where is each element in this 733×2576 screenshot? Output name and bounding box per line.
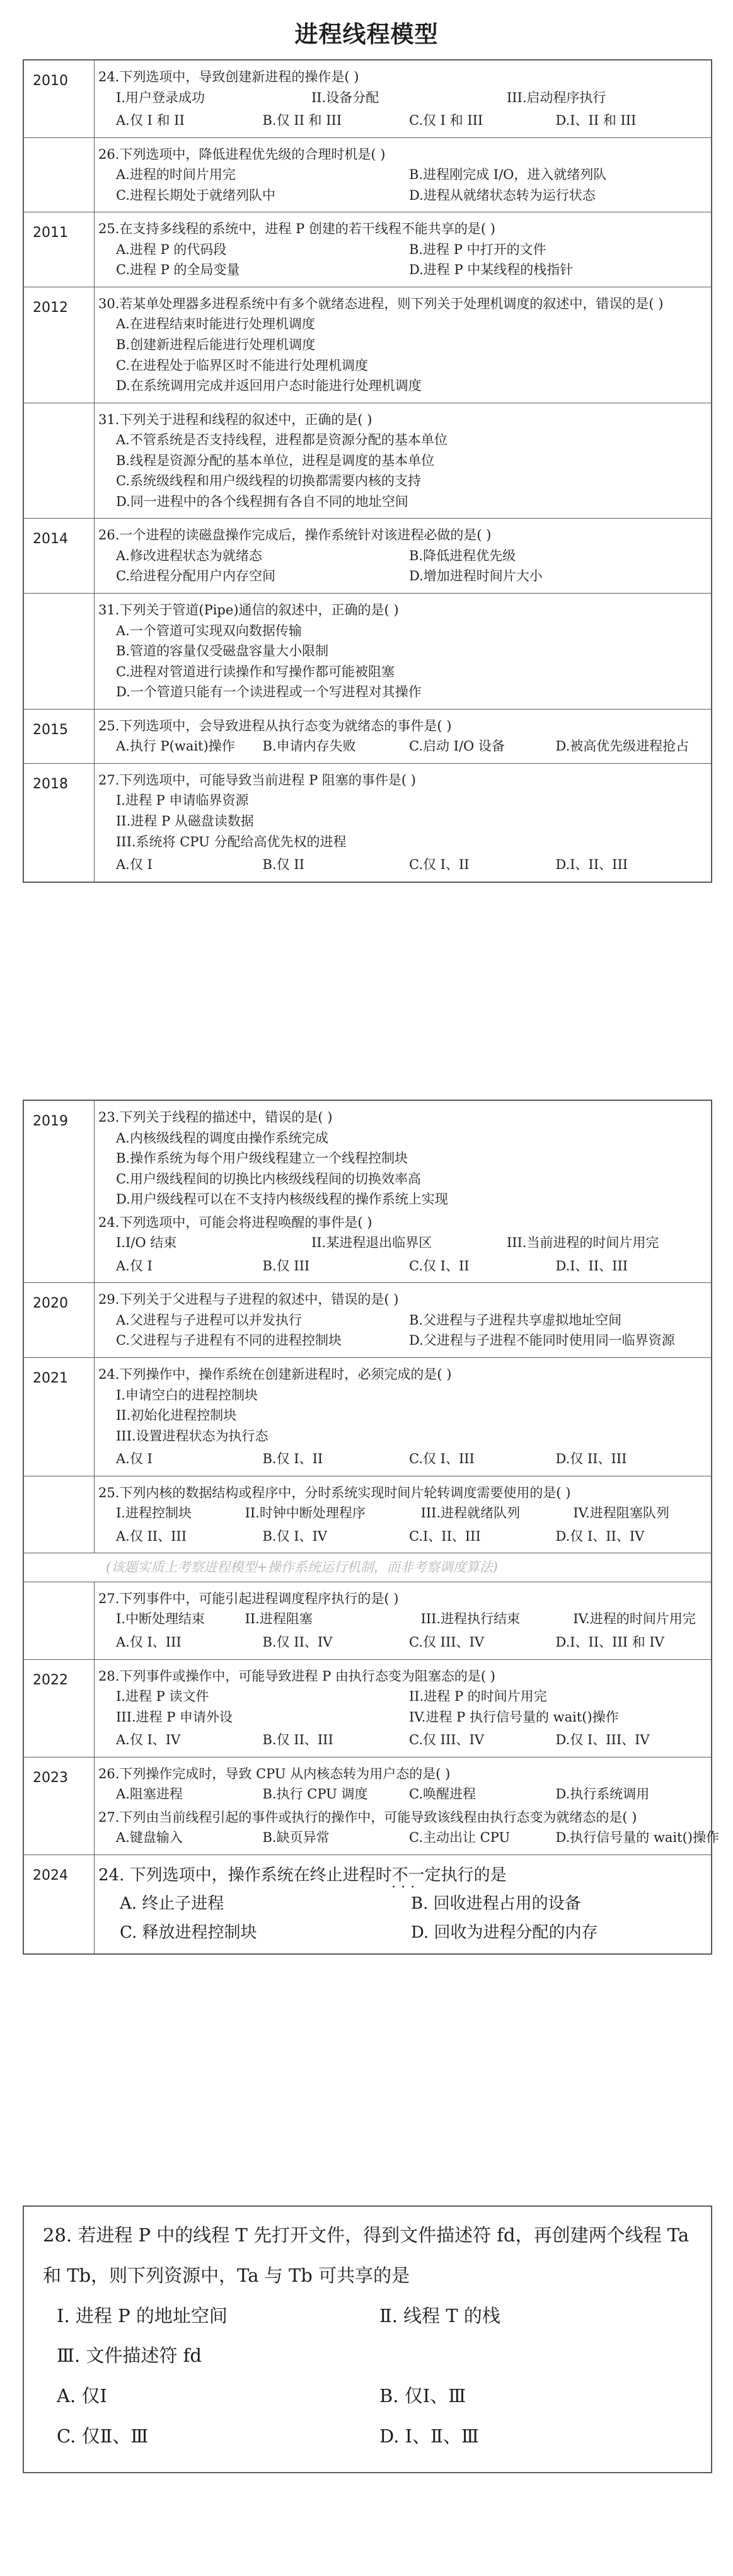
question [95,1526,702,1547]
option: A.父进程与子进程可以并发执行 [116,1312,302,1328]
table-row [24,1357,711,1476]
statement: Ⅱ. 线程 T 的栈 [379,2304,500,2326]
option: D.父进程与子进程不能同时使用同一临界资源 [409,1333,675,1348]
question-stem: 27.下列选项中，可能导致当前进程 P 阻塞的事件是( ) [98,772,416,788]
question-cell [95,1476,711,1553]
question [95,770,702,852]
option: C.仅 III、IV [409,1732,485,1748]
question-stem: 25.在支持多线程的系统中，进程 P 创建的若干线程不能共享的是( ) [98,221,495,237]
question [95,1730,702,1751]
question-cell [95,403,711,519]
question-stem: 28.下列事件或操作中，可能导致进程 P 由执行态变为阻塞态的是( ) [98,1668,495,1684]
question-cell [95,1757,719,1854]
option: IV.进程 P 执行信号量的 wait()操作 [409,1709,619,1725]
table-row [24,60,711,137]
option-list [95,1503,702,1524]
table-row [24,212,711,287]
question-stem: 27.下列事件中，可能引起进程调度程序执行的是( ) [98,1590,399,1606]
question-stem: 29.下列关于父进程与子进程的叙述中，错误的是( ) [98,1292,399,1308]
option-list [95,1609,702,1630]
option: C.仅 I 和 III [409,113,483,129]
option: A.进程的时间片用完 [116,167,236,183]
year-cell: 2015 [24,710,95,763]
option-list [95,1632,702,1653]
option-list [95,1233,702,1253]
option: A.仅 I、IV [116,1732,181,1748]
option-list [95,164,702,205]
option-list [95,621,702,703]
question [95,1589,702,1630]
year-cell: 2014 [24,519,95,593]
option-list [95,854,702,875]
question-cell [95,710,711,763]
table-row [24,1476,711,1553]
stem-part: 执行的是 [441,1865,507,1885]
question-cell [95,60,711,137]
option: IV.进程阻塞队列 [573,1505,669,1521]
option: C.仅 I、II [409,1258,470,1274]
question-cell [95,1582,711,1659]
question-cell [95,1660,711,1757]
option: A. 仅Ⅰ [57,2385,107,2407]
option: A.一个管道可实现双向数据传输 [116,623,302,638]
option: A.阻塞进程 [116,1786,183,1802]
option: II.进程 P 从磁盘读数据 [116,813,254,829]
option: A. 终止子进程 [120,1894,224,1914]
option: III.设置进程状态为执行态 [116,1428,268,1444]
year-cell: 2024 [24,1855,95,1954]
year-cell: 2019 [24,1101,95,1282]
option: C.主动出让 CPU [409,1830,511,1846]
option: B. 仅Ⅰ、Ⅲ [379,2385,466,2407]
stem-part: 24. 下列选项中，操作系统在终止进程时 [98,1865,392,1885]
option: D. 回收为进程分配的内存 [411,1923,598,1942]
option: C.进程 P 的全局变量 [116,262,240,278]
option-list [95,1310,702,1351]
option: B.执行 CPU 调度 [262,1786,368,1802]
question-stem: 24.下列选项中，导致创建新进程的操作是( ) [98,69,359,84]
option: B.创建新进程后能进行处理机调度 [116,337,316,353]
option-list [95,736,702,757]
question [95,1632,702,1653]
question [95,716,702,757]
option: A.仅 I、III [116,1635,182,1650]
option: D. Ⅰ、Ⅱ、Ⅲ [379,2425,479,2447]
question-stem: 31.下列关于进程和线程的叙述中，正确的是( ) [98,411,372,427]
question [95,1483,702,1524]
option: D.执行信号量的 wait()操作 [555,1830,719,1846]
question-cell [95,212,711,287]
question-stem: 25.下列内核的数据结构或程序中，分时系统实现时间片轮转调度需要使用的是( ) [98,1485,571,1500]
option: B.仅 II、III [262,1732,333,1748]
option: B.父进程与子进程共享虚拟地址空间 [409,1312,622,1328]
question-stem: 28. 若进程 P 中的线程 T 先打开文件，得到文件描述符 fd，再创建两个线程 Ta 和 Tb，则下列资源中，Ta 与 Tb 可共享的是 [43,2224,690,2286]
option-list [95,1784,702,1805]
question [95,1289,702,1351]
question [95,410,702,512]
option: C. 仅Ⅱ、Ⅲ [57,2425,149,2447]
question [95,1764,702,1805]
year-cell: 2012 [24,287,95,403]
year-cell: 2023 [24,1757,95,1854]
question [95,1107,702,1210]
annotation-note: (该题实质上考察进程模型+操作系统运行机制，而非考察调度算法) [24,1553,711,1582]
question-28 [24,2207,711,2472]
table-row [24,1757,719,1854]
option-list [95,1730,702,1751]
table-row [24,518,711,593]
question-stem: 24.下列选项中，可能会将进程唤醒的事件是( ) [98,1214,372,1230]
option: B.仅 I、II [262,1451,323,1467]
option: B.仅 I、IV [262,1528,328,1544]
option: D.I、II 和 III [555,113,637,129]
option: A.进程 P 的代码段 [116,241,227,257]
option: C.仅 I、II [409,857,470,873]
option-list [95,1526,702,1547]
question-stem: 23.下列关于线程的描述中，错误的是( ) [98,1110,333,1125]
option: I.进程控制块 [116,1505,192,1521]
question-stem: 26.下列选项中，降低进程优先级的合理时机是( ) [98,146,386,162]
option-list [95,314,702,396]
option-list [95,546,702,587]
table-row [24,1854,711,1954]
year-cell [24,138,95,212]
year-cell: 2020 [24,1283,95,1357]
option: B.仅 III [262,1258,310,1274]
option: D.I、II、III 和 IV [555,1635,664,1650]
question [95,1364,702,1446]
year-cell: 2021 [24,1358,95,1476]
table-row [24,1282,711,1357]
option: II.设备分配 [311,89,379,105]
option: D.仅 I、II、IV [555,1528,645,1544]
option: B.管道的容量仅受磁盘容量大小限制 [116,643,329,659]
option: III.启动程序执行 [506,89,606,105]
option: II.进程阻塞 [245,1611,313,1627]
option: D.仅 II、III [555,1451,627,1467]
option: II.某进程退出临界区 [311,1235,432,1251]
statement: Ⅲ. 文件描述符 fd [57,2345,202,2367]
option: A.在进程结束时能进行处理机调度 [116,316,315,332]
question-stem: 31.下列关于管道(Pipe)通信的叙述中，正确的是( ) [98,602,399,618]
option: II.进程 P 的时间片用完 [409,1689,547,1705]
option: II.时钟中断处理程序 [245,1505,366,1521]
option: B.仅 II、IV [262,1635,333,1650]
year-cell: 2022 [24,1660,95,1757]
year-cell [24,403,95,519]
option: A.仅 I [116,1451,153,1467]
option: D.一个管道只能有一个读进程或一个写进程对其操作 [116,684,422,700]
option-list [95,110,702,131]
option: A.键盘输入 [116,1830,183,1846]
option: I.中断处理结束 [116,1611,205,1627]
option: III.当前进程的时间片用完 [506,1235,659,1251]
option-list [95,239,702,280]
option-list [95,790,702,852]
option: C.仅 I、III [409,1451,475,1467]
option-list [43,2376,702,2457]
question-cell [95,138,711,212]
option-list [95,1385,702,1447]
question-stem: 26.下列操作完成时，导致 CPU 从内核态转为用户态的是( ) [98,1766,451,1781]
question [95,1666,702,1728]
question-table-2 [23,1100,719,1955]
statement: Ⅰ. 进程 P 的地址空间 [57,2304,228,2326]
option: I.进程 P 读文件 [116,1689,209,1705]
option: B.进程 P 中打开的文件 [409,241,546,257]
option: C.仅 III、IV [409,1635,485,1650]
question [95,600,702,703]
option: D.被高优先级进程抢占 [555,739,690,754]
option: D.同一进程中的各个线程拥有各自不同的地址空间 [116,493,408,509]
table-row [24,287,711,403]
option: B.操作系统为每个用户级线程建立一个线程控制块 [116,1151,408,1166]
question-cell [95,764,711,882]
question-cell [95,519,711,593]
option: D.用户级线程可以在不支持内核级线程的操作系统上实现 [116,1192,448,1207]
option: B.缺页异常 [262,1830,330,1846]
question [95,294,702,396]
question-stem: 24.下列操作中，操作系统在创建新进程时，必须完成的是( ) [98,1367,452,1383]
option: D.进程从就绪状态转为运行状态 [409,187,596,203]
option-list [95,1686,702,1727]
year-cell [24,1582,95,1659]
option: I.I/O 结束 [116,1235,177,1251]
table-row [24,1101,711,1282]
option: A.仅 I 和 II [116,113,185,129]
option: C.用户级线程间的切换比内核级线程间的切换效率高 [116,1171,421,1187]
table-row [24,763,711,882]
option: A.仅 I [116,857,153,873]
question-cell [95,1283,711,1357]
option: D.I、II、III [555,857,628,873]
option: D.执行系统调用 [555,1786,650,1802]
question [95,854,702,875]
year-cell [24,594,95,709]
option: III.进程就绪队列 [420,1505,521,1521]
option: A.内核级线程的调度由操作系统完成 [116,1130,328,1146]
table-row [24,593,711,709]
option: B.仅 II 和 III [262,113,342,129]
option-list [95,1128,702,1210]
question [95,525,702,587]
table-row [24,709,711,763]
option: D.增加进程时间片大小 [409,568,543,584]
question [95,219,702,280]
option: III.进程执行结束 [420,1611,521,1627]
option: C.进程长期处于就绪列队中 [116,187,275,203]
option: C.启动 I/O 设备 [409,739,505,754]
question-cell [95,594,711,709]
option: I.用户登录成功 [116,89,205,105]
question [95,1212,702,1253]
year-cell: 2018 [24,764,95,882]
option: B.申请内存失败 [262,739,356,754]
option-list [95,1449,702,1469]
option-list [95,430,702,512]
option: III.进程 P 申请外设 [116,1709,233,1725]
question-table-3 [23,2205,712,2473]
option: A.仅 I [116,1258,153,1274]
option: C.唤醒进程 [409,1786,476,1802]
question-24-2024 [95,1855,711,1954]
year-cell [24,1476,95,1553]
option: III.系统将 CPU 分配给高优先权的进程 [116,834,347,849]
question-cell [95,1101,711,1282]
option-list [95,1256,702,1277]
question-stem: 27.下列由当前线程引起的事件或执行的操作中，可能导致该线程由执行态变为就绪态的是( ) [98,1809,637,1825]
question [95,1256,702,1277]
option: C.进程对管道进行读操作和写操作都可能被阻塞 [116,664,395,679]
table-row [24,137,711,212]
question [95,1449,702,1469]
table-row [24,403,711,519]
table-row [24,1659,711,1757]
emphasized-text: 不一定 • • • [392,1866,441,1885]
option: IV.进程的时间片用完 [573,1611,696,1627]
question-stem: 26.一个进程的读磁盘操作完成后，操作系统针对该进程必做的是( ) [98,527,492,543]
question-cell [95,287,711,403]
question-stem: 25.下列选项中，会导致进程从执行态变为就绪态的事件是( ) [98,718,452,733]
statement-list [43,2296,702,2377]
question [95,110,702,131]
option: C.父进程与子进程有不同的进程控制块 [116,1333,342,1348]
option: C. 释放进程控制块 [120,1923,257,1942]
question-cell [95,1358,711,1476]
question [95,1807,719,1848]
question-stem [95,1861,702,1890]
option: A.修改进程状态为就绪态 [116,548,262,563]
option: I.进程 P 申请临界资源 [116,793,249,808]
option: D.仅 I、III、IV [555,1732,650,1748]
option: I.申请空白的进程控制块 [116,1387,258,1403]
question-stem: 30.若某单处理器多进程系统中有多个就绪态进程，则下列关于处理机调度的叙述中，错误的是( ) [98,296,664,311]
option: C.在进程处于临界区时不能进行处理机调度 [116,357,368,373]
option: D.I、II、III [555,1258,628,1274]
question-table-1 [23,59,712,883]
option: A.仅 II、III [116,1528,187,1544]
option: B.仅 II [262,857,304,873]
table-row [24,2207,711,2472]
option-list [95,1890,702,1947]
option: C.I、II、III [409,1528,481,1544]
year-cell: 2010 [24,60,95,137]
option-list [95,88,702,108]
option: D.进程 P 中某线程的栈指针 [409,262,574,278]
option: D.在系统调用完成并返回用户态时能进行处理机调度 [116,378,422,394]
option: B.降低进程优先级 [409,548,516,563]
page-title: 进程线程模型 [294,21,439,48]
table-row [24,1582,711,1659]
question [95,144,702,206]
year-cell: 2011 [24,212,95,287]
option: B. 回收进程占用的设备 [411,1894,581,1914]
option: A.不管系统是否支持线程，进程都是资源分配的基本单位 [116,432,447,448]
option: A.执行 P(wait)操作 [116,739,235,754]
question [95,67,702,108]
option-list [95,1827,719,1848]
option: C.系统级线程和用户级线程的切换都需要内核的支持 [116,473,421,489]
option: B.进程刚完成 I/O，进入就绪列队 [409,167,607,183]
option: II.初始化进程控制块 [116,1408,237,1423]
option: B.线程是资源分配的基本单位，进程是调度的基本单位 [116,452,435,468]
option: C.给进程分配用户内存空间 [116,568,275,584]
